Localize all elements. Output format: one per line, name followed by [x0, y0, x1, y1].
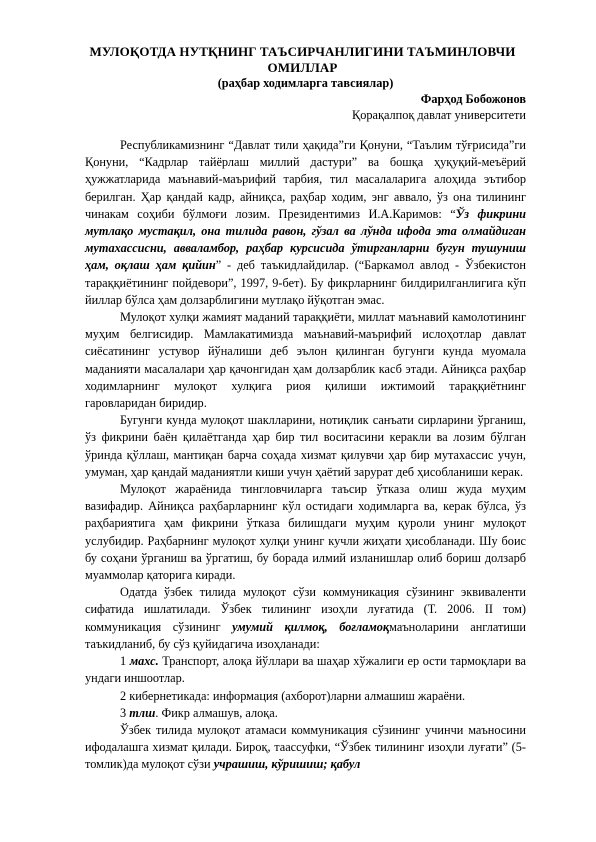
paragraph-4: Мулоқот жараёнида тингловчиларга таъсир ўтказа олиш жуда муҳим вазифадир. Айниқса раҳбарларнинг кўл остидаги ходимларга ва, керак бўлса, ўз раҳбариятига ҳам фикрини ўтказа билишдаги муҳим қуроли унинг мулоқот услубидир. Раҳбарнинг мулоқот хулқи унинг кучли жиҳати ҳисобланади. Шу боис бу соҳани ўрганиш ва ўргатиш, бу борада илмий изланишлар олиб бориш долзарб муаммолар қаторига киради.	[85, 482, 526, 583]
definition-1-text: Транспорт, алоқа йўллари ва шаҳар хўжалиги ер ости тармоқлари ва ундаги иншоотлар.	[85, 654, 526, 686]
paragraph-9-text: Ўзбек тилида мулоқот атамаси коммуникация сўзининг учинчи маъносини ифодалашга хизмат қилади. Бироқ, таассуфки, “Ўзбек тилининг изоҳли луғати” (5-томлик)да мулоқот сўзи	[85, 722, 526, 772]
paragraph-5-text: Одатда ўзбек тилида мулоқот сўзи коммуникация сўзининг эквиваленти сифатида ишлатилади. Ўзбек тилининг изоҳли луғатида (Т. 2006. II том) коммуникация сўзининг	[85, 585, 526, 634]
article-title: МУЛОҚОТДА НУТҚНИНГ ТАЪСИРЧАНЛИГИНИ ТАЪМИНЛОВЧИ ОМИЛЛАР	[89, 44, 516, 75]
definition-3-label: тлш	[129, 705, 156, 720]
definition-3-text: . Фикр алмашув, алоқа.	[155, 705, 278, 720]
author-name: Фарҳод Бобожонов	[420, 92, 526, 106]
paragraph-1-quote: Ўз фикрини мутлақо мустақил, она тилида равон, гўзал ва лўнда ифода эта олмайдиган мутахассисни, авваламбор, раҳбар курсисида ўтирганларни бугун тушуниш ҳам, оқлаш ҳам қийин	[85, 206, 526, 273]
article-subtitle: (раҳбар ходимларга тавсиялар)	[217, 76, 394, 90]
paragraph-3: Бугунги кунда мулоқот шаклларини, нотиқлик санъати сирларини ўрганиш, ўз фикрини баён қилаётганда ҳар бир тил воситасини керакли ва лозим бўлган ўринда қўллаш, мантиқан барча соҳада хизмат қилувчи ҳар бир мутахассис учун, умуман, ҳар қандай маданиятли киши учун ҳаётий зарурат деб ҳисобланиши керак.	[85, 413, 526, 479]
paragraph-1-text: Республикамизнинг “Давлат тили ҳақида”ги Қонуни, “Таълим тўғрисида”ги Қонуни, “Кадрлар тайёрлаш миллий дастури” ва бошқа ҳуқуқий-меъёрий ҳужжатларида маънавий-маърифий тарбия, тил масалаларига алоҳида эътибор берилган. Ҳар қандай кадр, айниқса, раҳбар ходим, энг аввало, ўз она тилининг чинакам соҳиби бўлмоғи лозим. Президентимиз И.А.Каримов: “	[85, 138, 526, 221]
paragraph-1	[85, 137, 526, 309]
definition-1-label: махс.	[129, 654, 159, 669]
definition-1	[85, 653, 526, 687]
paragraph-5-tail: маъноларини англатиши таъкидланиб, бу сўз қуйидагича изоҳланади:	[85, 619, 527, 651]
paragraph-5	[85, 584, 526, 653]
paragraph-9-emphasis: учрашиш, кўришиш; қабул	[213, 757, 361, 772]
definition-3-number: 3	[120, 705, 130, 720]
paragraph-1-tail: ” - деб таъкидлайдилар. (“Баркамол авлод - Ўзбекистон тараққиётининг пойдевори”, 1997, 9-бет). Бу фикрларнинг билдирилганлигига кўп йиллар бўлса ҳам долзарблигини мутлақо йўқотган эмас.	[85, 258, 526, 307]
definition-2: 2 кибернетикада: информация (ахборот)ларни алмашиш жараёни.	[120, 688, 466, 703]
definition-3	[85, 705, 526, 722]
definition-1-number: 1	[120, 654, 130, 669]
paragraph-9	[85, 722, 526, 774]
paragraph-5-emphasis: умумий қилмоқ, боғламоқ	[232, 619, 390, 634]
paragraph-2: Мулоқот хулқи жамият маданий тараққиёти, миллат маънавий камолотининг муҳим белгисидир. Мамлакатимизда маънавий-маърифий ислоҳотлар давлат сиёсатининг устувор йўналиши деб эълон қилинган бугунги кунда муомала маданияти масалалари ҳар қачонгидан ҳам долзарблик касб этади. Айниқса раҳбар ходимларнинг мулоқот хулқига риоя қилиши ижтимоий тараққиётнинг гаровларидан биридир.	[85, 310, 526, 411]
author-affiliation: Қорақалпоқ давлат университети	[352, 108, 526, 122]
